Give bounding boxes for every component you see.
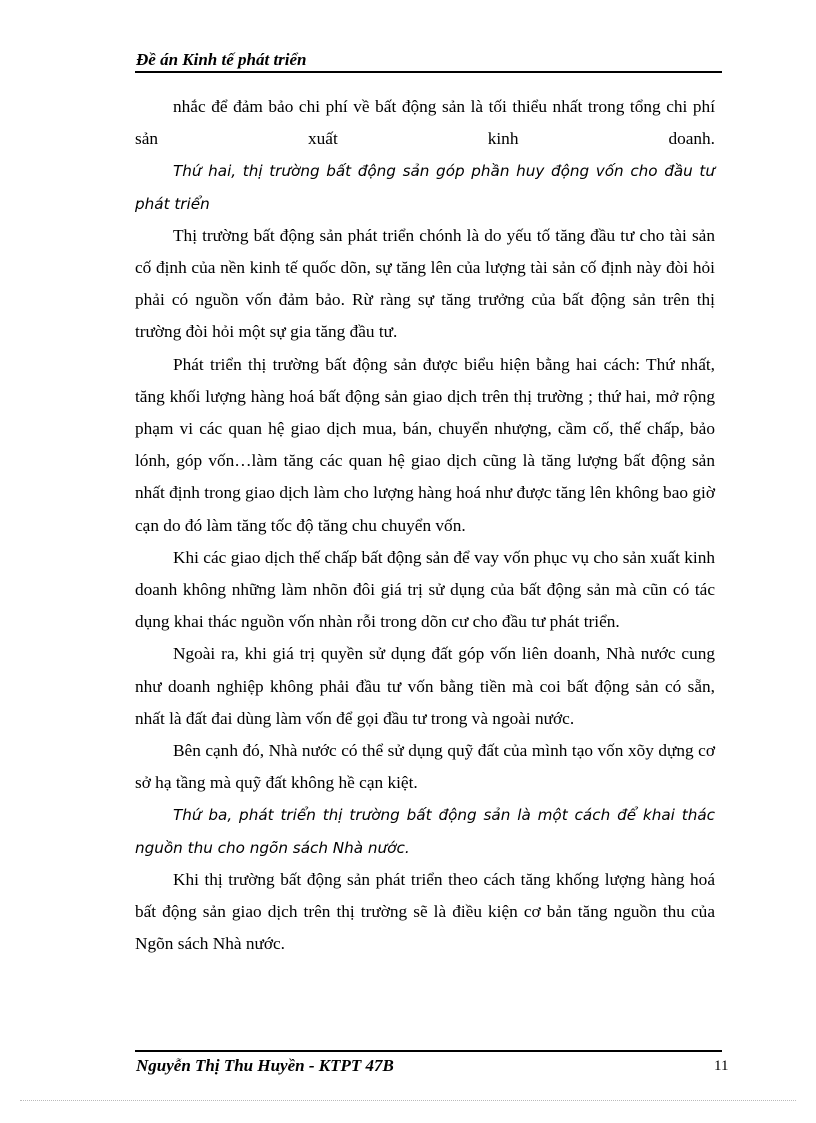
paragraph: Thị trường bất động sản phát triển chónh là do yếu tố tăng đầu tư cho tài sản cố định của nền kinh tế quốc dõn, sự tăng lên của lượng tài sản cố định này đòi hỏi phải có nguồn vốn đảm bảo. Rừ ràng sự tăng trưởng của bất động sản trên thị trường đòi hỏi một sự gia tăng đầu tư. <box>135 225 715 342</box>
paragraph: Ngoài ra, khi giá trị quyền sử dụng đất góp vốn liên doanh, Nhà nước cung như doanh nghiệp không phải đầu tư vốn bằng tiền mà coi bất động sản có sẵn, nhất là đất đai dùng làm vốn để gọi đầu tư trong và ngoài nước. <box>135 644 715 728</box>
paragraph: Phát triển thị trường bất động sản được biểu hiện bằng hai cách: Thứ nhất, tăng khối lượng hàng hoá bất động sản giao dịch trên thị trường ; thứ hai, mở rộng phạm vi các quan hệ giao dịch mua, bán, chuyển nhượng, cầm cố, thế chấp, bảo lónh, góp vốn…làm tăng các quan hệ giao dịch cũng là tăng lượng bất động sản nhất định trong giao dịch làm cho lượng hàng hoá như được tăng lên không bao giờ cạn do đó làm tăng tốc độ tăng chu chuyển vốn. <box>135 354 715 535</box>
page-edge-divider <box>20 1100 796 1101</box>
paragraph: Bên cạnh đó, Nhà nước có thể sử dụng quỹ đất của mình tạo vốn xõy dựng cơ sở hạ tầng mà quỹ đất không hề cạn kiệt. <box>135 741 715 793</box>
footer-rule <box>135 1050 722 1052</box>
paragraph: Khi các giao dịch thế chấp bất động sản để vay vốn phục vụ cho sản xuất kinh doanh không những làm nhõn đôi giá trị sử dụng của bất động sản mà cũn có tác dụng khai thác nguồn vốn nhàn rỗi trong dõn cư cho đầu tư phát triển. <box>135 547 715 632</box>
section-heading-third: Thứ ba, phát triển thị trường bất động sản là một cách để khai thác nguồn thu cho ngõn sách Nhà nước. <box>135 806 715 857</box>
footer-author: Nguyễn Thị Thu Huyền - KTPT 47B <box>136 1056 394 1075</box>
paragraph: Khi thị trường bất động sản phát triển theo cách tăng khống lượng hàng hoá bất động sản giao dịch trên thị trường sẽ là điều kiện cơ bản tăng nguồn thu của Ngõn sách Nhà nước. <box>135 869 715 954</box>
body-text <box>135 91 715 960</box>
header-title: Đề án Kinh tế phát triển <box>136 50 307 69</box>
section-heading-second: Thứ hai, thị trường bất động sản góp phần huy động vốn cho đầu tư phát triển <box>135 162 715 213</box>
page-number: 11 <box>714 1058 729 1074</box>
header-rule <box>135 71 722 73</box>
paragraph-continuation: nhắc để đảm bảo chi phí về bất động sản là tối thiểu nhất trong tổng chi phí sản xuất kinh doanh. <box>135 97 715 149</box>
